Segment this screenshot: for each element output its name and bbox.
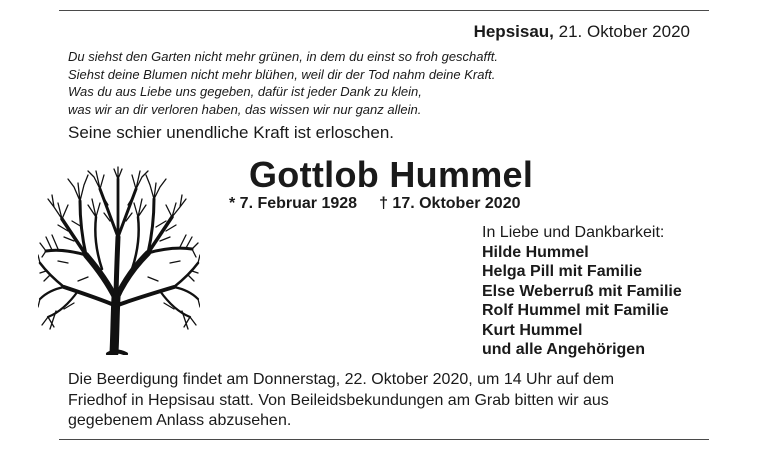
mourner-name: Helga Pill mit Familie <box>482 263 643 280</box>
mourner-name: und alle Angehörigen <box>482 341 645 358</box>
bottom-rule <box>59 439 709 440</box>
mourner-name: Else Weberruß mit Familie <box>482 282 682 300</box>
top-rule <box>59 10 709 11</box>
intro-text: Seine schier unendliche Kraft ist erloschen. <box>68 123 395 142</box>
poem-line: Siehst deine Blumen nicht mehr blühen, weil dir der Tod nahm deine Kraft. <box>68 66 496 82</box>
funeral-line: gegebenem Anlass abzusehen. <box>68 412 292 429</box>
poem-line: Was du aus Liebe uns gegeben, dafür ist jeder Dank zu klein, <box>68 84 422 99</box>
mourners-list <box>482 223 682 360</box>
mourner-name: Hilde Hummel <box>482 243 589 261</box>
funeral-line: Friedhof in Hepsisau statt. Von Beileidsbekundungen am Grab bitten wir aus <box>68 391 609 409</box>
death-date: † 17. Oktober 2020 <box>379 195 521 212</box>
dateline <box>474 22 690 42</box>
funeral-line: Die Beerdigung findet am Donnerstag, 22. Oktober 2020, um 14 Uhr auf dem <box>68 371 615 388</box>
mourner-name: Kurt Hummel <box>482 321 583 339</box>
tree-icon <box>38 165 200 355</box>
dateline-date: 21. Oktober 2020 <box>558 22 690 41</box>
life-dates <box>229 195 521 213</box>
mourner-name: Rolf Hummel mit Familie <box>482 302 669 319</box>
poem-line: Du siehst den Garten nicht mehr grünen, in dem du einst so froh geschafft. <box>68 49 498 64</box>
deceased-name: Gottlob Hummel <box>249 154 534 195</box>
birth-date: * 7. Februar 1928 <box>229 195 358 212</box>
poem-line: was wir an dir verloren haben, das wissen wir nur ganz allein. <box>68 101 422 117</box>
mourners-lead: In Liebe und Dankbarkeit: <box>482 224 665 241</box>
dateline-place: Hepsisau, <box>473 22 554 41</box>
funeral-notice <box>68 370 614 432</box>
poem <box>68 48 498 118</box>
